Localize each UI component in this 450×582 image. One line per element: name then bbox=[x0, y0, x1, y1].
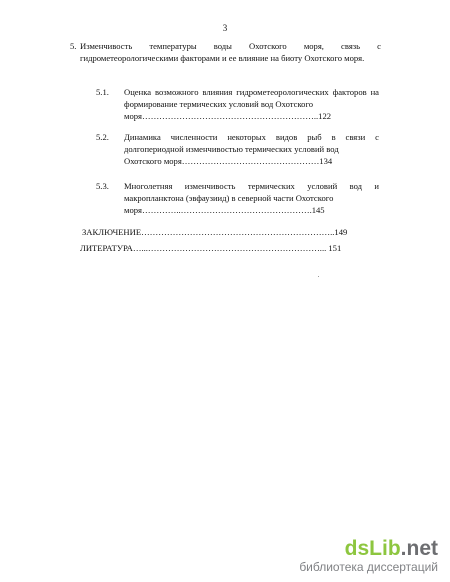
toc-section-5-1 bbox=[96, 86, 379, 123]
section-number: 5.3. bbox=[96, 181, 109, 191]
toc-section-5-3 bbox=[96, 180, 379, 217]
section-number: 5.1. bbox=[96, 87, 109, 97]
chapter-title: Изменчивость температуры воды Охотского моря, связь с гидрометеорологическими факторами и ее влияние на биоту Охотского моря. bbox=[80, 41, 381, 64]
watermark-subtitle: библиотека диссертаций bbox=[299, 560, 438, 574]
section-title: Оценка возможного влияния гидрометеорологических факторов на формирование термических условий вод Охотского bbox=[124, 87, 379, 110]
section-number: 5.2. bbox=[96, 132, 109, 142]
page-number: 3 bbox=[222, 23, 228, 33]
section-title: Динамика численности некоторых видов рыб в связи с долгопериодной изменчивостью термических условий вод bbox=[124, 132, 379, 155]
watermark bbox=[299, 538, 438, 574]
section-leader-page: Охотского моря…………………………………………134 bbox=[124, 156, 333, 167]
section-leader-page: моря…………..……………………………………….145 bbox=[124, 205, 325, 216]
toc-chapter-5 bbox=[70, 40, 381, 64]
watermark-logo: dsLib.net bbox=[344, 537, 438, 560]
chapter-number: 5. bbox=[70, 41, 77, 51]
section-title: Многолетняя изменчивость термических условий вод и макропланктона (эвфаузиид) в северной части Охотского bbox=[124, 181, 379, 204]
toc-literature: ЛИТЕРАТУРА…...……………………………………………………... 151 bbox=[80, 243, 342, 253]
toc-conclusion: ЗАКЛЮЧЕНИЕ…………………………………………………………..149 bbox=[82, 227, 348, 237]
scan-speck bbox=[318, 276, 319, 277]
section-leader-page: моря……………………………………………………..122 bbox=[124, 111, 332, 122]
toc-section-5-2 bbox=[96, 131, 379, 168]
